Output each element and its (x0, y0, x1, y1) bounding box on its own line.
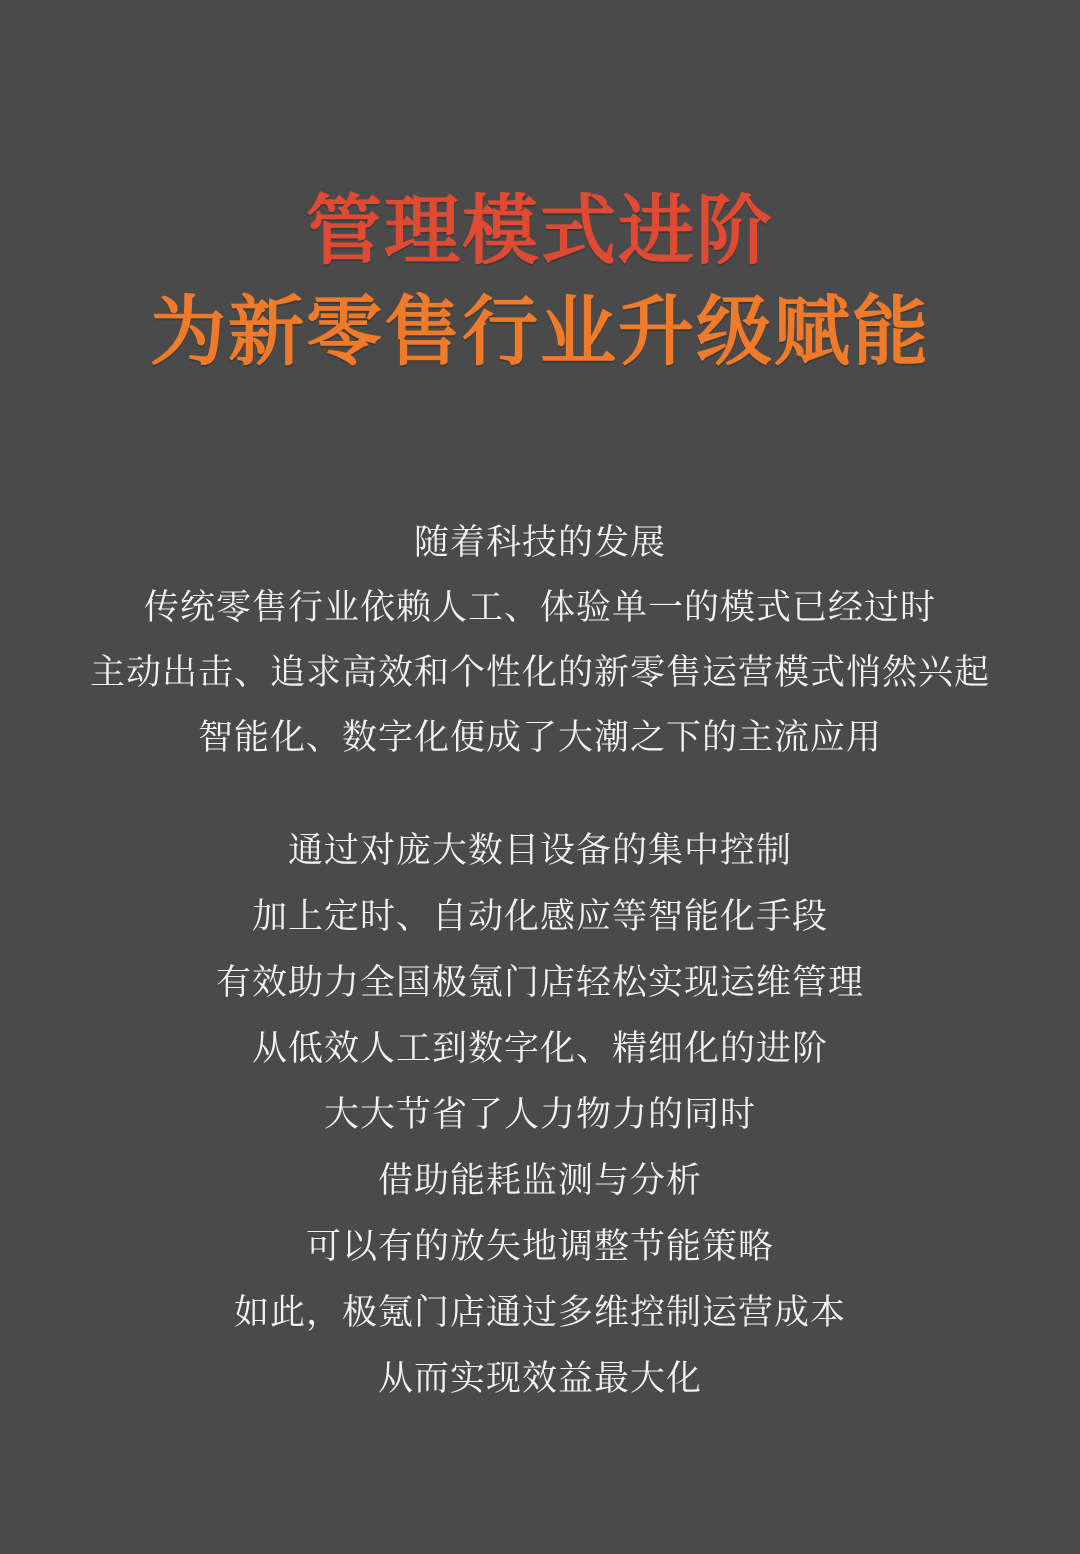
paragraph-2-line-3: 有效助力全国极氪门店轻松实现运维管理 (215, 963, 864, 1003)
paragraph-2-line-2: 加上定时、自动化感应等智能化手段 (251, 897, 828, 937)
intro-paragraph (0, 525, 1080, 785)
paragraph-2-line-5: 大大节省了人力物力的同时 (323, 1095, 756, 1135)
paragraph-1-line-1: 随着科技的发展 (413, 523, 666, 563)
paragraph-1-line-3: 主动出击、追求高效和个性化的新零售运营模式悄然兴起 (89, 653, 990, 693)
paragraph-2-line-7: 可以有的放矢地调整节能策略 (305, 1227, 774, 1267)
paragraph-1-line-2: 传统零售行业依赖人工、体验单一的模式已经过时 (143, 588, 936, 628)
detail-paragraph (0, 833, 1080, 1427)
paragraph-2-line-9: 从而实现效益最大化 (377, 1359, 702, 1399)
headline-line-2: 为新零售行业升级赋能 (150, 289, 930, 375)
paragraph-2-line-6: 借助能耗监测与分析 (377, 1161, 702, 1201)
page-title (150, 186, 930, 379)
paragraph-2-line-8: 如此，极氪门店通过多维控制运营成本 (233, 1293, 846, 1333)
paragraph-1-line-4: 智能化、数字化便成了大潮之下的主流应用 (197, 718, 882, 758)
paragraph-2-line-1: 通过对庞大数目设备的集中控制 (287, 831, 792, 871)
headline-line-1: 管理模式进阶 (306, 189, 774, 274)
paragraph-2-line-4: 从低效人工到数字化、精细化的进阶 (251, 1029, 828, 1069)
